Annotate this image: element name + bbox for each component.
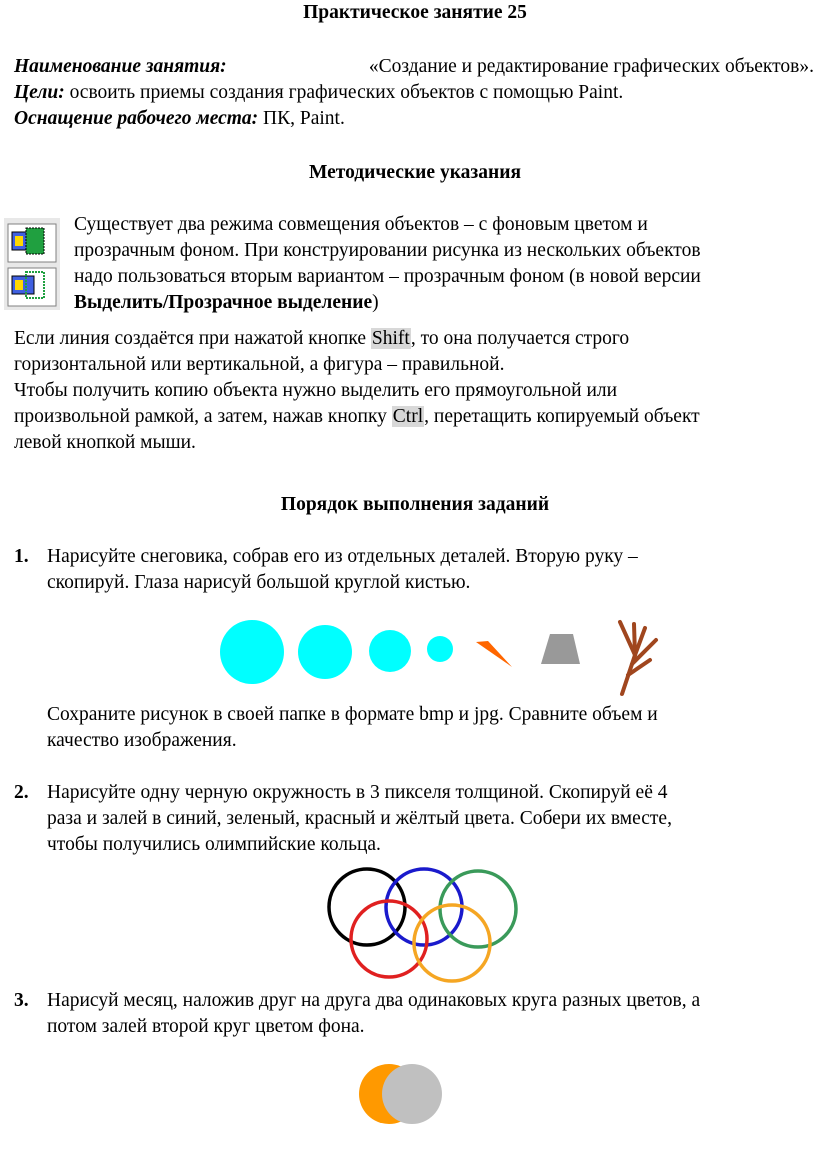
task1-number: 1.: [14, 546, 29, 567]
ring-red: [351, 901, 427, 977]
goals-line: [14, 82, 623, 104]
equipment-value: ПК, Paint.: [263, 108, 345, 129]
task2-line1: Нарисуйте одну черную окружность в 3 пикселя толщиной. Скопируй её 4: [47, 782, 668, 803]
selection-mode-icon: [4, 218, 60, 310]
moon-gray-circle: [382, 1064, 442, 1124]
snowball-small: [369, 630, 411, 672]
methods-p1-line3: надо пользоваться вторым вариантом – прозрачным фоном (в новой версии: [74, 266, 701, 287]
methods-p2-line1-start: Если линия создаётся при нажатой кнопке: [14, 328, 371, 349]
snowball-large: [220, 620, 284, 684]
task3-number: 3.: [14, 990, 29, 1011]
transparent-selection-command: Выделить/Прозрачное выделение: [74, 292, 373, 313]
methods-p3-line2-end: , перетащить копируемый объект: [424, 406, 700, 427]
task2-line2: раза и залей в синий, зеленый, красный и жёлтый цвета. Собери их вместе,: [47, 808, 672, 829]
task1-after-line1: Сохраните рисунок в своей папке в формате bmp и jpg. Сравните объем и: [47, 704, 658, 725]
lesson-name-label: Наименование занятия:: [14, 56, 227, 77]
methods-heading: Методические указания: [308, 162, 521, 183]
methods-p2-line2: горизонтальной или вертикальной, а фигура – правильной.: [14, 354, 505, 375]
moon-figure: [359, 1064, 442, 1124]
equipment-line: [14, 108, 345, 130]
olympic-rings-figure: [329, 869, 516, 981]
bucket-hat: [541, 634, 580, 664]
task3-line1: Нарисуй месяц, наложив друг на друга два одинаковых круга разных цветов, а: [47, 990, 701, 1011]
ring-black: [329, 869, 405, 945]
methods-p2-line1-end: , то она получается строго: [410, 328, 630, 349]
equipment-label: Оснащение рабочего места:: [14, 108, 259, 129]
methods-p3-line1: Чтобы получить копию объекта нужно выделить его прямоугольной или: [14, 380, 618, 401]
methods-p1-line2: прозрачным фоном. При конструировании рисунка из нескольких объектов: [74, 240, 701, 261]
snowball-eye: [427, 636, 453, 662]
task3-line2: потом залей второй круг цветом фона.: [47, 1016, 365, 1037]
methods-p1-line1: Существует два режима совмещения объектов – с фоновым цветом и: [74, 214, 648, 235]
methods-p2-line1: [14, 328, 629, 350]
ring-yellow: [414, 905, 490, 981]
methods-p1-line4: [74, 292, 379, 314]
task2-number: 2.: [14, 782, 29, 803]
lesson-name-value: «Создание и редактирование графических объектов».: [368, 56, 814, 77]
task1-after-line2: качество изображения.: [47, 730, 237, 751]
ring-blue: [386, 869, 462, 945]
paint-select-mode-icons: [4, 218, 60, 310]
lesson-name-line: [14, 56, 814, 78]
tasks-heading: Порядок выполнения заданий: [280, 494, 550, 515]
goals-label: Цели:: [14, 82, 65, 103]
goals-value: освоить приемы создания графических объектов с помощью Paint.: [69, 82, 624, 103]
moon-orange-circle: [359, 1064, 419, 1124]
ring-green: [440, 871, 516, 947]
task1-line1: Нарисуйте снеговика, собрав его из отдельных деталей. Вторую руку –: [47, 546, 638, 567]
task1-line2: скопируй. Глаза нарисуй большой круглой кистью.: [47, 572, 471, 593]
branch-arm: [620, 622, 656, 694]
methods-p3-line2: [14, 406, 700, 428]
methods-p1-line4-end: ): [372, 292, 379, 313]
task2-line3: чтобы получились олимпийские кольца.: [47, 834, 381, 855]
shift-key: Shift: [371, 328, 410, 349]
snowman-parts-figure: [220, 620, 656, 694]
methods-p3-line2-start: произвольной рамкой, а затем, нажав кнопку: [14, 406, 392, 427]
snowball-medium: [298, 625, 352, 679]
methods-p3-line3: левой кнопкой мыши.: [14, 432, 196, 453]
carrot-nose: [476, 641, 512, 667]
ctrl-key: Ctrl: [392, 406, 424, 427]
page-title: Практическое занятие 25: [303, 2, 527, 23]
